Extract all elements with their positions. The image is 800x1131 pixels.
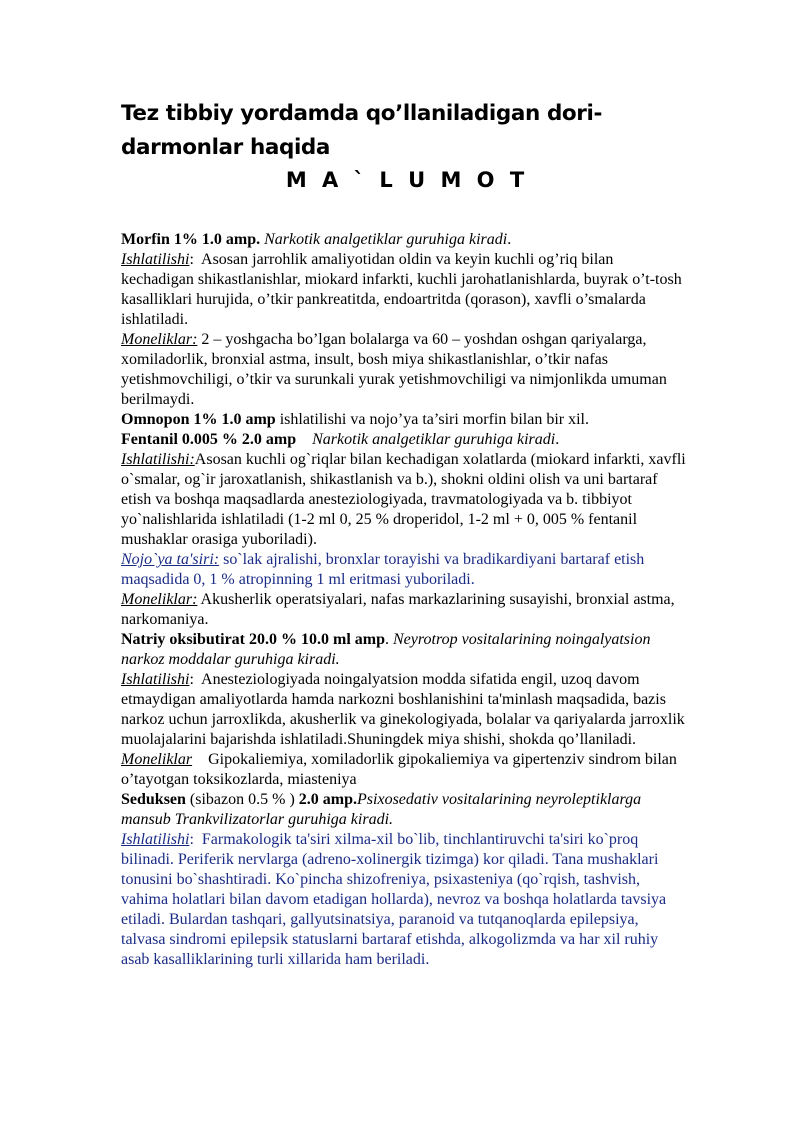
contra-label: Moneliklar: (121, 331, 198, 348)
usage-text: Anesteziologiyada noingalyatsion modda sifatida engil, uzoq davom etmaydigan amaliyotlarda hamda narkozni boshlanishini ta'minlash maqsadida, bazis narkoz uchun jarroxlikda, akusherlik va ginekologiyada, bolalar va qariyalarda jarroxlik muolajalarini bajarishda ishlatiladi.Shuningdek miya shishi, shokda qo’llaniladi. (121, 671, 685, 748)
usage-label: Ishlatilishi: (121, 451, 195, 468)
morfin-usage: Ishlatilishi: Asosan jarrohlik amaliyotidan oldin va keyin kuchli og’riq bilan kechadigan shikastlanishlar, miokard infarkti, kuchli jarohatlanishlarda, buyrak o’t-tosh kasalliklari hurujida, o’tkir pankreatitda, endoartritda (qorason), xavfli o’smalarda ishlatiladi. (121, 251, 682, 328)
drug-name-natriy: Natriy oksibutirat 20.0 % 10.0 ml amp (121, 631, 385, 648)
contra-text: 2 – yoshgacha bo’lgan bolalarga va 60 – yoshdan oshgan qariyalarga, xomiladorlik, bronxial astma, insult, bosh miya shikastlanishlar, o’tkir nafas yetishmovchiligi, o’tkir va surunkali yurak yetishmovchiligi va nimjonlikda umuman berilmaydi. (121, 331, 667, 408)
document-body (121, 230, 686, 970)
fentanil-contra (121, 590, 686, 630)
omnopon-paragraph (121, 410, 686, 430)
page-subtitle: M A ` L U M O T (285, 168, 529, 192)
natriy-usage: Ishlatilishi: Anesteziologiyada noingalyatsion modda sifatida engil, uzoq davom etmaydigan amaliyotlarda hamda narkozni boshlanishini ta'minlash maqsadida, bazis narkoz uchun jarroxlikda, akusherlik va ginekologiyada, bolalar va qariyalarda jarroxlik muolajalarini bajarishda ishlatiladi.Shuningdek miya shishi, shokda qo’llaniladi. (121, 671, 685, 748)
side-effects-label: Nojo`ya ta'siri: (121, 551, 220, 568)
page-title: Tez tibbiy yordamda qo’llaniladigan dori-darmonlar haqida (121, 101, 602, 160)
drug-name-seduksen: Seduksen (121, 791, 186, 808)
fentanil-heading: Fentanil 0.005 % 2.0 amp Narkotik analgetiklar guruhiga kiradi. (121, 431, 560, 448)
fentanil-usage (121, 450, 686, 550)
morfin-heading: Morfin 1% 1.0 amp. Narkotik analgetiklar guruhiga kiradi. (121, 231, 512, 248)
natriy-contra (121, 750, 686, 790)
omnopon-text: ishlatilishi va nojo’ya ta’siri morfin bilan bir xil. (279, 411, 589, 428)
seduksen-heading (121, 790, 686, 830)
usage-text: Farmakologik ta'siri xilma-xil bo`lib, tinchlantiruvchi ta'siri ko`proq bilinadi. Periferik nervlarga (adreno-xolinergik tizimga) kor qiladi. Tana mushaklari tonusini bo`shashtiradi. Ko`pincha shizofreniya, psixasteniya (qo`rqish, tashvish, vahima holatlari bilan davom etadigan hollarda), nevroz va boshqa holatlarda tavsiya etiladi. Bulardan tashqari, gallyutsinatsiya, paranoid va tutqanoqlarda epilepsiya, talvasa sindromi epilepsik statuslarni bartaraf etishda, alkogolizmda va har xil ruhiy asab kasalliklarining turli xillarida ham beriladi. (121, 831, 667, 968)
drug-paren-seduksen: (sibazon 0.5 % ) (189, 791, 295, 808)
usage-text: Asosan kuchli og`riqlar bilan kechadigan xolatlarda (miokard infarkti, xavfli o`smalar, og`ir jaroxatlanish, shikastlanish va b.), shokni oldini olish va uni bartaraf etish va boshqa maqsadlarda anesteziologiyada, travmatologiyada va b. tibbiyot yo`nalishlarida ishlatiladi (1-2 ml 0, 25 % droperidol, 1-2 ml + 0, 005 % fentanil mushaklar orasiga yuboriladi). (121, 451, 686, 548)
usage-label: Ishlatilishi (121, 251, 190, 268)
side-effects-text: so`lak ajralishi, bronxlar torayishi va bradikardiyani bartaraf etish maqsadida 0, 1 % atropinning 1 ml eritmasi yuboriladi. (121, 551, 645, 588)
drug-group-seduksen: Psixosedativ vositalarining neyroleptiklarga mansub Trankvilizatorlar guruhiga kiradi. (121, 791, 642, 828)
drug-name-morfin: Morfin 1% 1.0 amp. (121, 231, 261, 248)
morfin-contra (121, 330, 686, 410)
seduksen-usage: Ishlatilishi: Farmakologik ta'siri xilma-xil bo`lib, tinchlantiruvchi ta'siri ko`proq bilinadi. Periferik nervlarga (adreno-xolinergik tizimga) kor qiladi. Tana mushaklari tonusini bo`shashtiradi. Ko`pincha shizofreniya, psixasteniya (qo`rqish, tashvish, vahima holatlari bilan davom etadigan hollarda), nevroz va boshqa holatlarda tavsiya etiladi. Bulardan tashqari, gallyutsinatsiya, paranoid va tutqanoqlarda epilepsiya, talvasa sindromi epilepsik statuslarni bartaraf etishda, alkogolizmda va har xil ruhiy asab kasalliklarining turli xillarida ham beriladi. (121, 831, 667, 968)
fentanil-side-effects (121, 550, 686, 590)
usage-text: Asosan jarrohlik amaliyotidan oldin va keyin kuchli og’riq bilan kechadigan shikastlanishlar, miokard infarkti, kuchli jarohatlanishlarda, buyrak o’t-tosh kasalliklari hurujida, o’tkir pankreatitda, endoartritda (qorason), xavfli o’smalarda ishlatiladi. (121, 251, 682, 328)
contra-text: Gipokaliemiya, xomiladorlik gipokaliemiya va gipertenziv sindrom bilan o’tayotgan toksikozlarda, miasteniya (121, 751, 677, 788)
drug-group-natriy: Neyrotrop vositalarining noingalyatsion narkoz moddalar guruhiga kiradi. (121, 631, 651, 668)
drug-name-omnopon: Omnopon 1% 1.0 amp (121, 411, 276, 428)
usage-label: Ishlatilishi (121, 671, 190, 688)
contra-text: Akusherlik operatsiyalari, nafas markazlarining susayishi, bronxial astma, narkomaniya. (121, 591, 675, 628)
drug-dose-seduksen: 2.0 amp. (298, 791, 358, 808)
drug-group-fentanil: Narkotik analgetiklar guruhiga kiradi (312, 431, 556, 448)
natriy-heading: Natriy oksibutirat 20.0 % 10.0 ml amp. Neyrotrop vositalarining noingalyatsion narkoz moddalar guruhiga kiradi. (121, 631, 651, 668)
contra-label: Moneliklar (121, 751, 193, 768)
usage-label: Ishlatilishi (121, 831, 190, 848)
contra-label: Moneliklar: (121, 591, 198, 608)
drug-group-morfin: Narkotik analgetiklar guruhiga kiradi (264, 231, 508, 248)
drug-name-fentanil: Fentanil 0.005 % 2.0 amp (121, 431, 297, 448)
